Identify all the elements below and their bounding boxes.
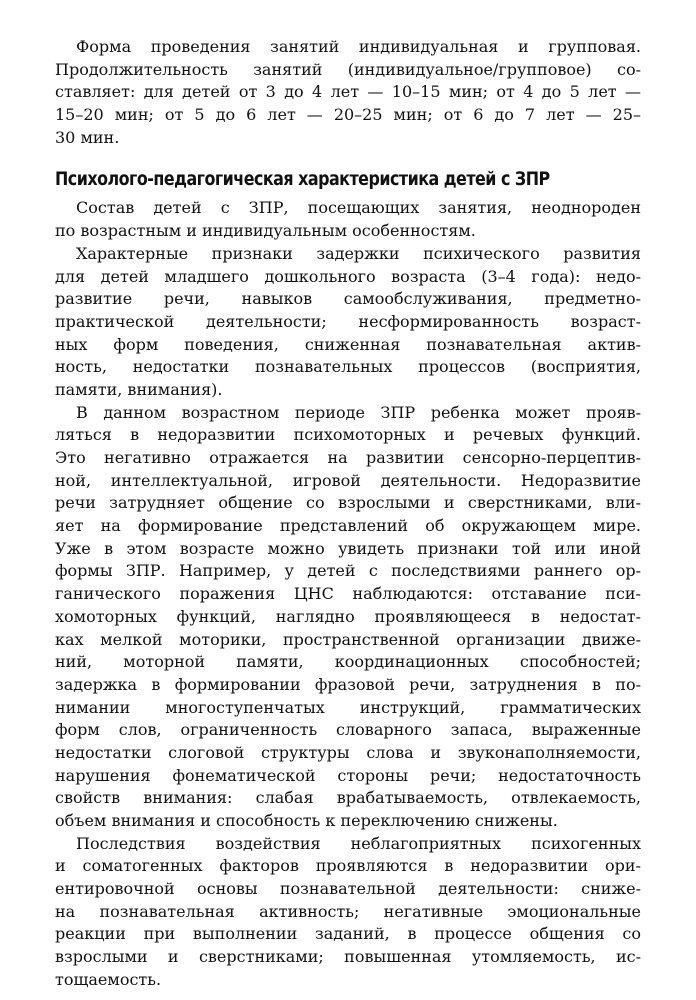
text-line: 15–20 мин; от 5 до 6 лет — 20–25 мин; от 6 до 7 лет — 25– bbox=[55, 105, 641, 125]
text-line: практической деятельности; несформированность возраст- bbox=[55, 311, 641, 331]
text-line: Это негативно отражается на развитии сенсорно-перцептив- bbox=[55, 448, 641, 467]
text-line: взрослыми и сверстниками; повышенная утомляемость, ис- bbox=[55, 947, 641, 967]
section-heading: Психолого-педагогическая характеристика детей с ЗПР bbox=[55, 169, 550, 191]
paragraph-signs bbox=[55, 243, 641, 402]
text-line: форм слов, ограниченность словарного запаса, выраженные bbox=[55, 720, 641, 740]
text-line: Форма проведения занятий индивидуальная и групповая. bbox=[76, 37, 641, 56]
text-line: Последствия воздействия неблагоприятных психогенных bbox=[76, 833, 641, 853]
paragraph-composition bbox=[55, 197, 641, 242]
text-line: и соматогенных факторов проявляются в недоразвитии ори- bbox=[55, 856, 641, 876]
text-line: развитие речи, навыков самообслуживания, предметно- bbox=[55, 289, 641, 309]
text-line: задержка в формировании фразовой речи, затруднения в по- bbox=[55, 674, 641, 694]
text-line: ных форм поведения, сниженная познавательная актив- bbox=[55, 334, 641, 354]
paragraph-age-period bbox=[55, 402, 641, 833]
text-line: нарушения фонематической стороны речи; недостаточность bbox=[55, 765, 641, 785]
text-line: для детей младшего дошкольного возраста (3–4 года): недо- bbox=[55, 266, 641, 286]
text-line: ной, интеллектуальной, игровой деятельности. Недоразвитие bbox=[55, 470, 641, 490]
text-line: недостатки слоговой структуры слова и звуконаполняемости, bbox=[55, 742, 641, 762]
text-line: свойств внимания: слабая врабатываемость, отвлекаемость, bbox=[55, 788, 641, 808]
text-line: реакции при выполнении заданий, в процессе общения со bbox=[55, 924, 641, 944]
text-line: Продолжительность занятий (индивидуальное/групповое) со- bbox=[55, 59, 641, 79]
text-line: тощаемость. bbox=[55, 969, 162, 989]
paragraph-session-format bbox=[55, 36, 641, 149]
text-line: ганического поражения ЦНС наблюдаются: отставание пси- bbox=[55, 584, 641, 604]
text-line: Характерные признаки задержки психического развития bbox=[76, 243, 641, 263]
document-page bbox=[55, 36, 641, 992]
text-line: на познавательная активность; негативные эмоциональные bbox=[55, 901, 641, 921]
text-line: яет на формирование представлений об окружающем мире. bbox=[55, 516, 641, 536]
text-line: ний, моторной памяти, координационных способностей; bbox=[55, 652, 641, 672]
text-line: ентировочной основы познавательной деятельности: сниже- bbox=[55, 879, 641, 899]
text-line: 30 мин. bbox=[55, 127, 120, 147]
text-line: Уже в этом возрасте можно увидеть признаки той или иной bbox=[55, 538, 641, 558]
text-line: хомоторных функций, наглядно проявляющееся в недостат- bbox=[55, 606, 641, 626]
text-line: В данном возрастном периоде ЗПР ребенка может прояв- bbox=[76, 402, 641, 422]
text-line: нимании многоступенчатых инструкций, грамматических bbox=[55, 697, 641, 717]
text-line: ставляет: для детей от 3 до 4 лет — 10–15 мин; от 4 до 5 лет — bbox=[55, 82, 641, 102]
text-line: объем внимания и способность к переключению снижены. bbox=[55, 811, 558, 830]
text-line: ляться в недоразвитии психомоторных и речевых функций. bbox=[55, 425, 641, 445]
text-line: формы ЗПР. Например, у детей с последствиями раннего ор- bbox=[55, 561, 641, 581]
text-line: Состав детей с ЗПР, посещающих занятия, неоднороден bbox=[76, 198, 641, 218]
text-line: речи затрудняет общение со взрослыми и сверстниками, вли- bbox=[55, 493, 641, 513]
text-line: памяти, внимания). bbox=[55, 379, 223, 399]
text-line: по возрастным и индивидуальным особенностям. bbox=[55, 221, 476, 241]
text-line: ках мелкой моторики, пространственной организации движе- bbox=[55, 629, 641, 649]
paragraph-consequences bbox=[55, 833, 641, 992]
text-line: ность, недостатки познавательных процессов (восприятия, bbox=[55, 357, 641, 377]
